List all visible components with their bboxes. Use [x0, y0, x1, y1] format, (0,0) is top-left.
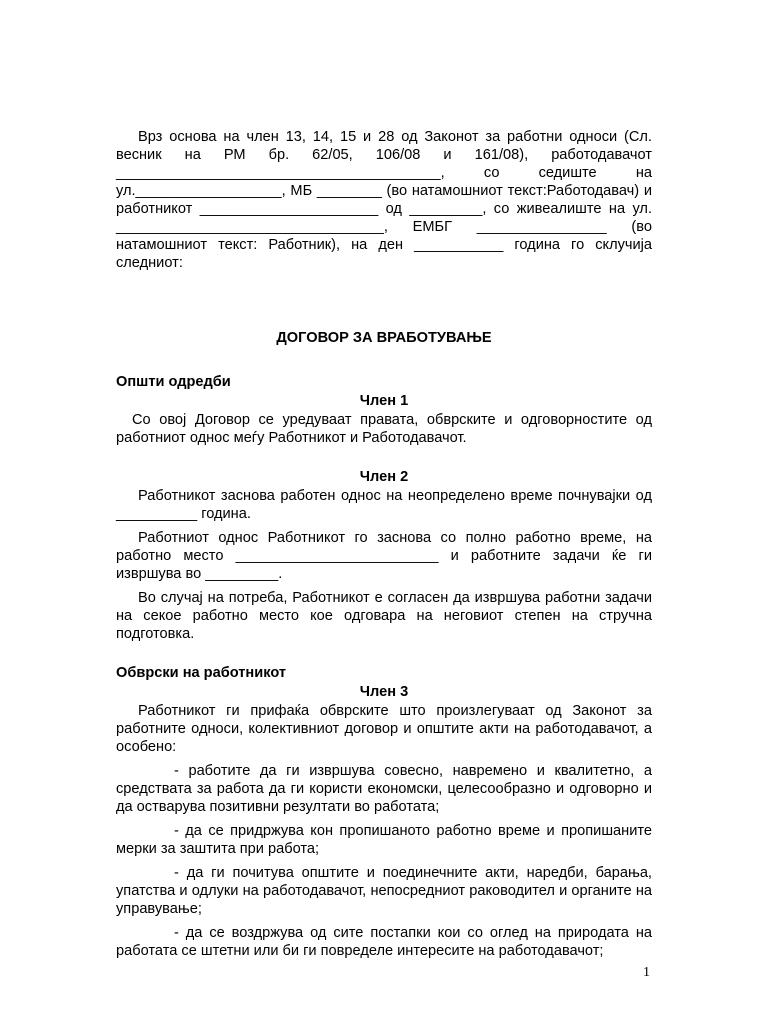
article-1-heading: Член 1 — [359, 393, 409, 409]
document-title: ДОГОВОР ЗА ВРАБОТУВАЊЕ — [276, 330, 492, 346]
page-number: 1 — [643, 965, 650, 980]
article-1-paragraph: Со овој Договор се уредуваат правата, обврските и одговорностите од работниот однос меѓу Работникот и Работодавачот. — [116, 412, 652, 446]
article-3-list-item: - да се придржува кон пропишаното работно време и пропишаните мерки за заштита при работа; — [116, 823, 652, 857]
section-heading-general: Општи одредби — [116, 374, 231, 390]
article-3-list-item: - да ги почитува општите и поединечните акти, наредби, барања, упатства и одлуки на работодавачот, непосредниот раководител и органите на управување; — [116, 865, 652, 917]
article-3-list-item: - да се воздржува од сите постапки кои со оглед на природата на работата се штетни или би ги повределе интересите на работодавачот; — [116, 925, 652, 959]
document-body — [116, 128, 652, 966]
intro-paragraph: Врз основа на член 13, 14, 15 и 28 од Законот за работни односи (Сл. весник на РМ бр. 62/05, 106/08 и 161/08), работодавачот ________________________________________, со седиште на ул.__________________, МБ ________ (во натамошниот текст:Работодавач) и работникот ______________________ од _________, со живеалиште на ул. _________________________________, ЕМБГ ________________ (во натамошниот текст: Работник), на ден ___________ година го склучија следниот: — [116, 129, 652, 271]
article-2-paragraph: Работниот однос Работникот го заснова со полно работно време, на работно место _________________________ и работните задачи ќе ги извршува во _________. — [116, 530, 652, 582]
article-3-heading: Член 3 — [359, 684, 409, 700]
article-2-heading: Член 2 — [359, 469, 409, 485]
article-2-paragraph: Работникот заснова работен однос на неопределено време почнувајки од __________ година. — [116, 488, 652, 522]
article-3-list-item: - работите да ги извршува совесно, навремено и квалитетно, а средствата за работа да ги користи економски, целесообразно и одговорно и да остварува позитивни резултати во работата; — [116, 763, 652, 815]
section-heading-employee-obligations: Обврски на работникот — [116, 665, 287, 681]
article-3-paragraph: Работникот ги прифаќа обврските што произлегуваат од Законот за работните односи, колективниот договор и општите акти на работодавачот, а особено: — [116, 703, 652, 755]
article-2-paragraph: Во случај на потреба, Работникот е согласен да извршува работни задачи на секое работно место кое одговара на неговиот степен на стручна подготовка. — [116, 590, 652, 642]
